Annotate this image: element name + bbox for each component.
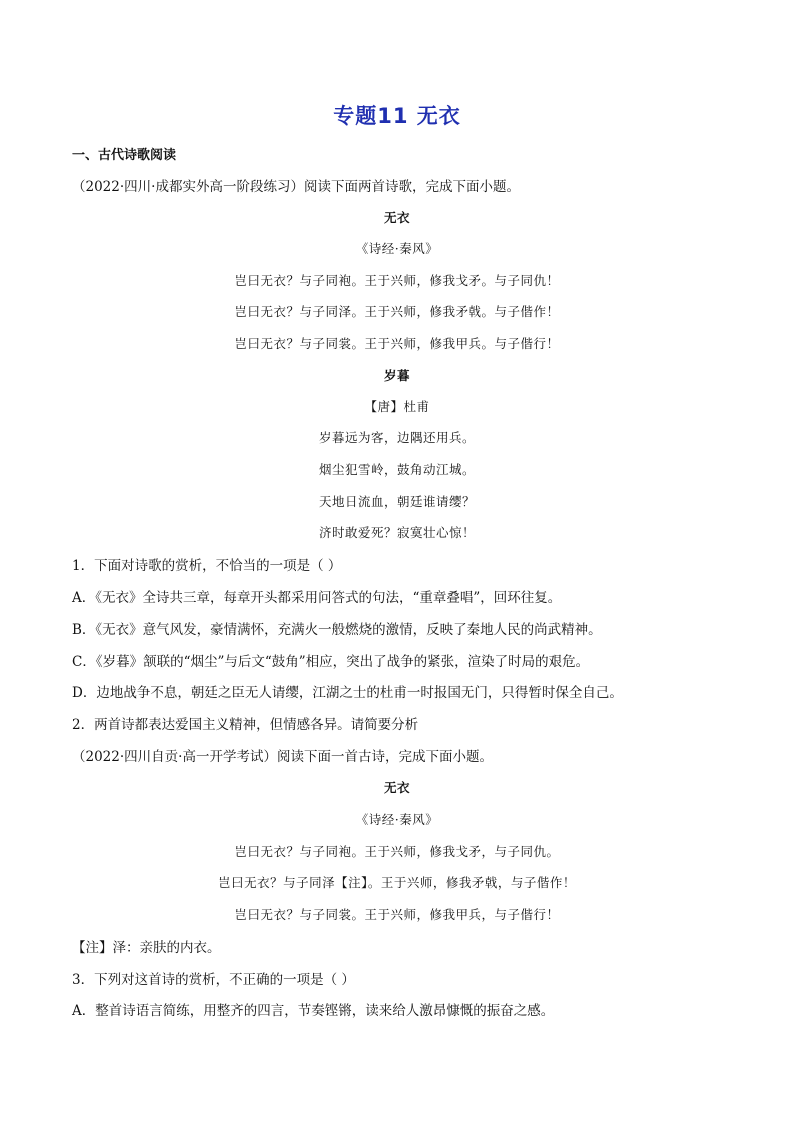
poem2-author: 【唐】杜甫 bbox=[364, 399, 430, 414]
poem1-author: 《诗经·秦风》 bbox=[355, 241, 439, 256]
poem1-line: 岂曰无衣？与子同袍。王于兴师，修我戈矛。与子同仇！ bbox=[234, 273, 560, 288]
poem3-line: 岂曰无衣？与子同袍。王于兴师，修我戈矛，与子同仇。 bbox=[234, 844, 560, 859]
poem2-title: 岁暮 bbox=[383, 368, 410, 383]
poem1-line: 岂曰无衣？与子同泽。王于兴师，修我矛戟。与子偕作！ bbox=[234, 304, 560, 319]
question-1-option-d: D．边地战争不息，朝廷之臣无人请缨，江湖之士的杜甫一时报国无门，只得暂时保全自己。 bbox=[72, 685, 623, 701]
page-title: 专题11 无衣 bbox=[333, 104, 461, 128]
question-1: 1．下面对诗歌的赏析，不恰当的一项是（ ） bbox=[72, 558, 342, 574]
question-3-option-a: A．整首诗语言简练，用整齐的四言，节奏铿锵，读来给人激昂慷慨的振奋之感。 bbox=[72, 1003, 555, 1019]
question-1-option-c: C．《岁暮》颔联的“烟尘”与后文“鼓角”相应，突出了战争的紧张，渲染了时局的艰危。 bbox=[72, 654, 590, 670]
question-1-option-b: B．《无衣》意气风发，豪情满怀，充满火一般燃烧的激情，反映了秦地人民的尚武精神。 bbox=[72, 622, 602, 638]
poem2-line: 岁暮远为客，边隅还用兵。 bbox=[318, 430, 475, 445]
annotation-note: 【注】泽：亲肤的内衣。 bbox=[72, 940, 221, 956]
poem1-title: 无衣 bbox=[383, 210, 410, 225]
poem3-title: 无衣 bbox=[383, 780, 410, 795]
question-2: 2．两首诗都表达爱国主义精神，但情感各异。请简要分析 bbox=[72, 717, 419, 733]
poem3-line: 岂曰无衣？与子同裳。王于兴师，修我甲兵，与子偕行！ bbox=[234, 907, 560, 922]
poem3-line: 岂曰无衣？与子同泽【注】。王于兴师，修我矛戟，与子偕作！ bbox=[218, 875, 576, 890]
passage1-source: （2022·四川·成都实外高一阶段练习）阅读下面两首诗歌，完成下面小题。 bbox=[72, 179, 520, 195]
question-1-option-a: A．《无衣》全诗共三章，每章开头都采用问答式的句法，“重章叠唱”，回环往复。 bbox=[72, 590, 562, 606]
question-3: 3．下列对这首诗的赏析，不正确的一项是（ ） bbox=[72, 972, 355, 988]
passage2-source: （2022·四川自贡·高一开学考试）阅读下面一首古诗，完成下面小题。 bbox=[72, 749, 493, 765]
poem1-line: 岂曰无衣？与子同裳。王于兴师，修我甲兵。与子偕行！ bbox=[234, 336, 560, 351]
poem2-line: 天地日流血，朝廷谁请缨？ bbox=[318, 494, 475, 509]
poem2-line: 烟尘犯雪岭，鼓角动江城。 bbox=[318, 462, 475, 477]
poem2-line: 济时敢爱死？寂寞壮心惊！ bbox=[318, 525, 475, 540]
section-heading: 一、古代诗歌阅读 bbox=[72, 148, 177, 163]
poem3-author: 《诗经·秦风》 bbox=[355, 812, 439, 827]
